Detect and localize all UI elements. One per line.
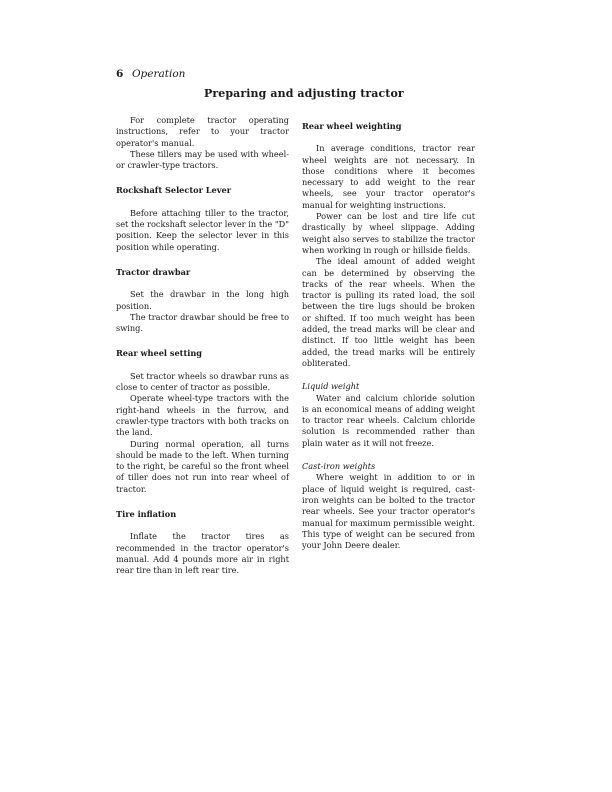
paragraph: For complete tractor operating instructions, refer to your tractor operator's manual. (116, 115, 289, 148)
paragraph: Set tractor wheels so drawbar runs as close to center of tractor as possible. (116, 370, 289, 393)
paragraph: Power can be lost and tire life cut drastically by wheel slippage. Adding weight also serves to stabilize the tractor when working in rough or hillside fields. (302, 211, 475, 255)
section-heading: Rockshaft Selector Lever (116, 185, 232, 196)
section-heading: Tire inflation (116, 509, 177, 520)
subsection-heading: Cast-iron weights (302, 461, 376, 472)
paragraph: Inflate the tractor tires as recommended in the tractor operator's manual. Add 4 pounds more air in right rear tire than in left rear tire. (116, 531, 289, 576)
section-heading: Rear wheel setting (116, 348, 203, 359)
paragraph: In average conditions, tractor rear wheel weights are not necessary. In those conditions where it becomes necessary to add weight to the rear wheels, see your tractor operator's manual for weighting instructions. (302, 143, 475, 210)
section-heading: Rear wheel weighting (302, 121, 402, 131)
paragraph: These tillers may be used with wheel- or crawler-type tractors. (116, 148, 289, 171)
paragraph: Operate wheel-type tractors with the right-hand wheels in the furrow, and crawler-type tractors with both tracks on the land. (116, 393, 289, 438)
paragraph: The tractor drawbar should be free to swing. (116, 311, 289, 334)
section-heading: Tractor drawbar (116, 266, 191, 277)
paragraph: The ideal amount of added weight can be determined by observing the tracks of the rear wheels. When the tractor is pulling its rated load, the soil between the tire lugs should be broken or shifted. If too much weight has been added, the tread marks will be clear and distinct. If too little weight has been added, the tread marks will be entirely obliterated. (302, 256, 475, 368)
left-column (116, 115, 289, 577)
paragraph: Before attaching tiller to the tractor, set the rockshaft selector lever in the "D" position. Keep the selector lever in this position while operating. (116, 207, 289, 252)
page-number: 6 (116, 68, 124, 80)
section-name: Operation (131, 68, 186, 80)
paragraph: During normal operation, all turns should be made to the left. When turning to the right, be careful so the front wheel of tiller does not run into rear wheel of tractor. (116, 438, 289, 494)
paragraph: Where weight in addition to or in place of liquid weight is required, cast-iron weights can be bolted to the tractor rear wheels. See your tractor operator's manual for maximum permissible weight. This type of weight can be secured from your John Deere dealer. (302, 472, 475, 551)
paragraph: Set the drawbar in the long high position. (116, 289, 289, 311)
page-title: Preparing and adjusting tractor (204, 87, 404, 100)
subsection-heading: Liquid weight (302, 381, 360, 392)
right-column (302, 121, 475, 551)
page-header (116, 68, 185, 80)
paragraph: Water and calcium chloride solution is an economical means of adding weight to tractor rear wheels. Calcium chloride solution is recommended rather than plain water as it will not freeze. (302, 392, 475, 448)
